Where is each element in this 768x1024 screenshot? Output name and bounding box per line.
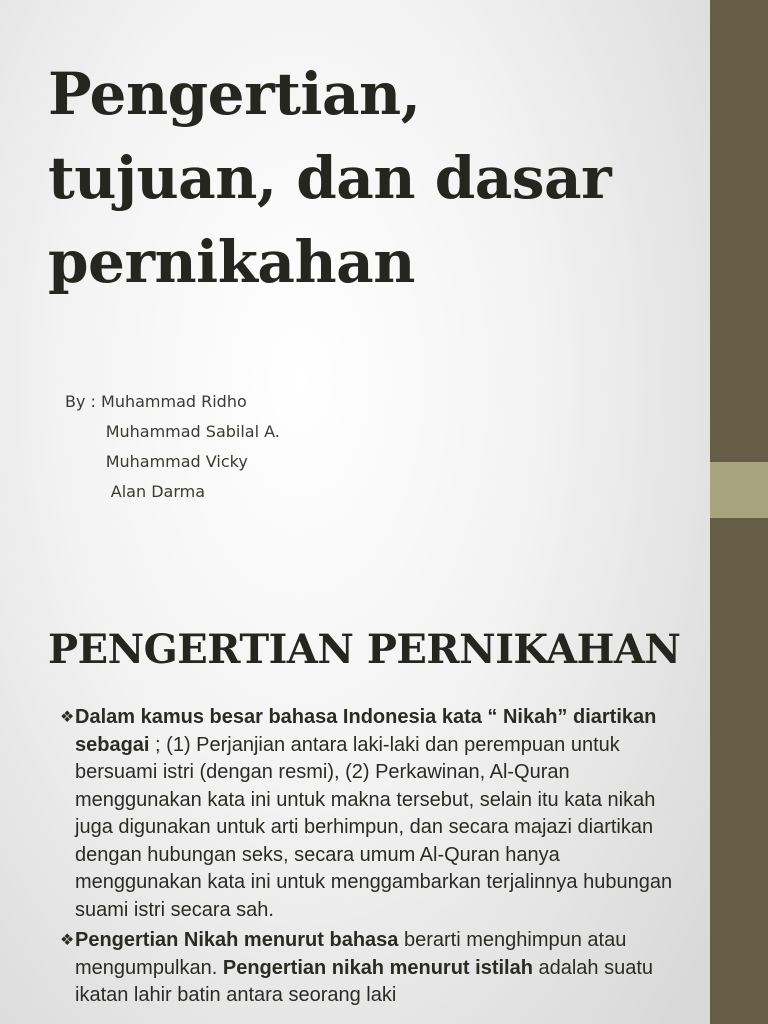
author-line: Muhammad Vicky [65, 452, 248, 471]
bullet-item [60, 704, 678, 924]
bullet-bold-text: Dalam kamus besar bahasa Indonesia kata “ Nikah” diartikan sebagai [75, 706, 657, 756]
bullet-item [60, 927, 678, 1010]
author-line: Alan Darma [65, 482, 206, 501]
bullet-text: berarti menghimpun atau mengumpulkan. [75, 929, 627, 979]
section-heading: PENGERTIAN PERNIKAHAN [48, 626, 681, 673]
author-line: By : Muhammad Ridho [65, 392, 247, 411]
author-line: Muhammad Sabilal A. [65, 422, 280, 441]
authors-block [65, 392, 280, 512]
bullet-bold-text: Pengertian nikah menurut istilah [222, 956, 533, 979]
bullet-bold-text: Pengertian Nikah menurut bahasa [75, 929, 399, 951]
diamond-bullet-icon: ❖ [60, 932, 75, 949]
diamond-bullet-icon: ❖ [60, 709, 75, 726]
content-body [60, 704, 678, 1013]
bullet-text: ; (1) Perjanjian antara laki-laki dan perempuan untuk bersuami istri (dengan resmi), (2) Perkawinan, Al-Quran menggunakan kata ini untuk makna tersebut, selain itu kata nikah juga digunakan untuk arti berhimpun, dan secara majazi diartikan dengan hubungan seks, secara umum Al-Quran hanya menggunakan kata ini untuk menggambarkan terjalinnya hubungan suami istri secara sah. [75, 733, 673, 921]
slide-title-heading: Pengertian, tujuan, dan dasar pernikahan [48, 60, 612, 296]
bullet-text: adalah suatu ikatan lahir batin antara seorang laki [75, 956, 654, 1006]
